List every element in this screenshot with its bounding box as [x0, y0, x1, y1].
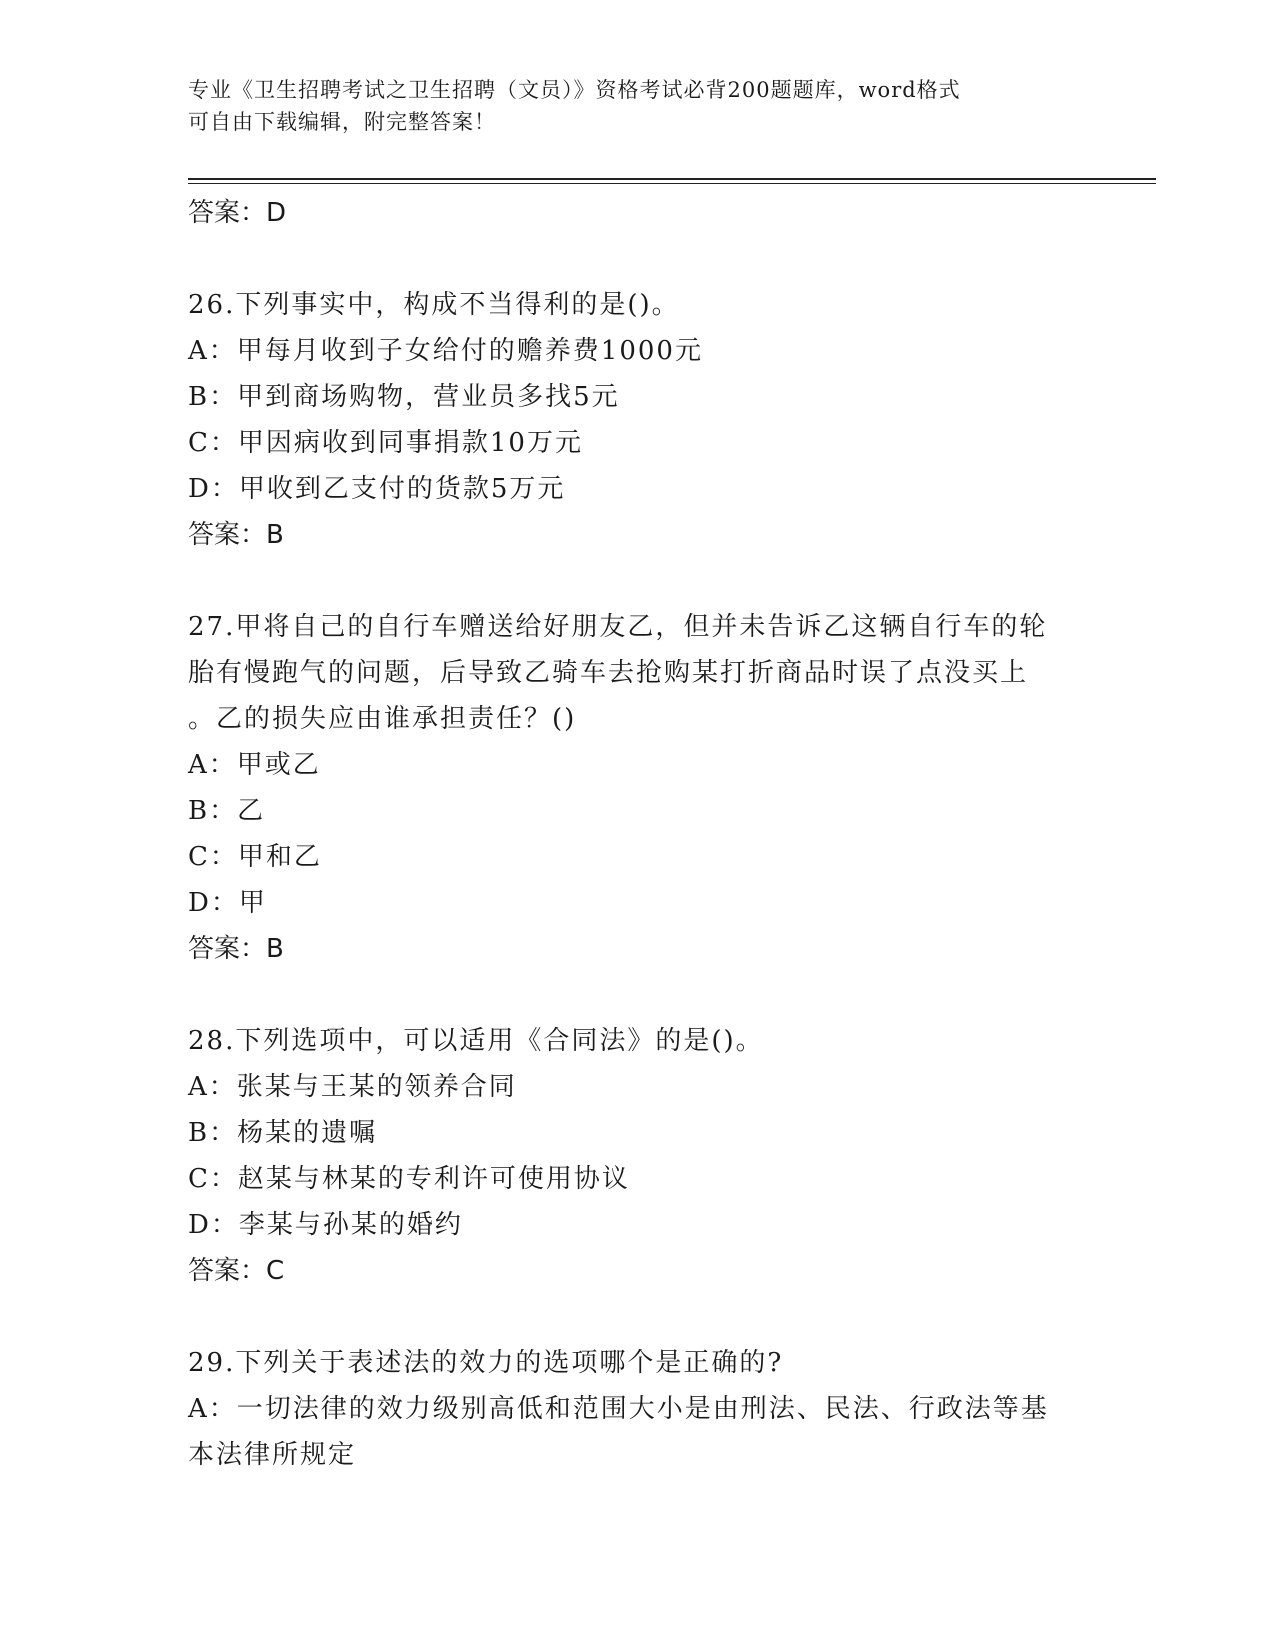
question-block — [188, 1340, 1088, 1478]
question-block — [188, 604, 1088, 972]
question-block — [188, 1018, 1088, 1294]
option-b: B：甲到商场购物，营业员多找5元 — [188, 382, 620, 412]
question-block — [188, 282, 1088, 558]
question-text: 26.下列事实中，构成不当得利的是()。 — [188, 290, 680, 320]
answer-text: 答案：B — [188, 934, 284, 964]
question-text-continued: 。乙的损失应由谁承担责任？() — [188, 704, 577, 734]
header-rule-thin — [188, 183, 1156, 184]
header-rule-thick — [188, 178, 1156, 180]
option-d: D：李某与孙某的婚约 — [188, 1210, 463, 1240]
spacer — [188, 236, 1088, 282]
option-a: A：甲或乙 — [188, 750, 321, 780]
previous-answer: 答案：D — [188, 198, 287, 228]
option-d: D：甲 — [188, 888, 267, 918]
option-c: C：赵某与林某的专利许可使用协议 — [188, 1164, 630, 1194]
spacer — [188, 972, 1088, 1018]
option-a: A：一切法律的效力级别高低和范围大小是由刑法、民法、行政法等基 — [188, 1394, 1049, 1424]
option-a: A：甲每月收到子女给付的赡养费1000元 — [188, 336, 703, 366]
option-a-continued: 本法律所规定 — [188, 1440, 357, 1470]
option-a: A：张某与王某的领养合同 — [188, 1072, 517, 1102]
spacer — [188, 1294, 1088, 1340]
option-b: B：杨某的遗嘱 — [188, 1118, 378, 1148]
answer-text: 答案：B — [188, 520, 284, 550]
document-header — [188, 74, 1068, 138]
option-c: C：甲因病收到同事捐款10万元 — [188, 428, 583, 458]
question-content — [188, 190, 1088, 1478]
option-d: D：甲收到乙支付的货款5万元 — [188, 474, 566, 504]
header-line-2: 可自由下载编辑，附完整答案！ — [188, 110, 496, 134]
answer-text: 答案：C — [188, 1256, 285, 1286]
option-c: C：甲和乙 — [188, 842, 322, 872]
question-text-continued: 胎有慢跑气的问题，后导致乙骑车去抢购某打折商品时误了点没买上 — [188, 658, 1029, 688]
question-text: 28.下列选项中，可以适用《合同法》的是()。 — [188, 1026, 764, 1056]
option-b: B：乙 — [188, 796, 266, 826]
question-text: 29.下列关于表述法的效力的选项哪个是正确的? — [188, 1348, 784, 1378]
header-line-1: 专业《卫生招聘考试之卫生招聘（文员）》资格考试必背200题题库，word格式 — [188, 78, 961, 102]
spacer — [188, 558, 1088, 604]
question-text: 27.甲将自己的自行车赠送给好朋友乙，但并未告诉乙这辆自行车的轮 — [188, 612, 1048, 642]
